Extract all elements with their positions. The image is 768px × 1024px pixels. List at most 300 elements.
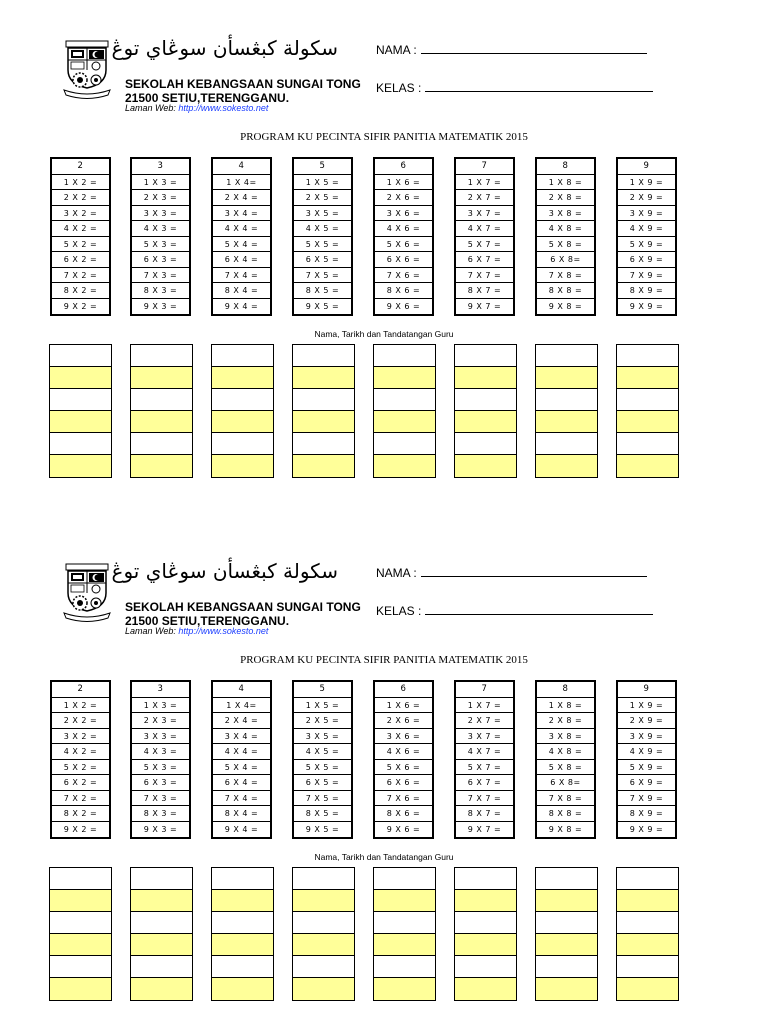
kelas-blank-line[interactable] xyxy=(425,80,653,92)
times-table-row[interactable]: 5 X 7 = xyxy=(456,237,513,253)
signature-row[interactable] xyxy=(617,433,678,455)
signature-row[interactable] xyxy=(455,345,516,367)
times-table-row[interactable]: 7 X 3 = xyxy=(132,268,189,284)
nama-field[interactable] xyxy=(376,42,647,57)
times-table-row[interactable]: 5 X 5 = xyxy=(294,760,351,776)
signature-box-9 xyxy=(616,867,679,1001)
signature-row[interactable] xyxy=(50,433,111,455)
times-table-row[interactable]: 8 X 7 = xyxy=(456,283,513,299)
times-table-row[interactable]: 1 X 8 = xyxy=(537,698,594,714)
signature-row[interactable] xyxy=(536,345,597,367)
times-table-header: 3 xyxy=(132,159,189,175)
times-table-row[interactable]: 3 X 4 = xyxy=(213,729,270,745)
signature-box-2 xyxy=(49,344,112,478)
times-table-row[interactable]: 3 X 6 = xyxy=(375,729,432,745)
signature-row[interactable] xyxy=(293,433,354,455)
signature-row[interactable] xyxy=(212,978,273,1000)
signature-row[interactable] xyxy=(293,868,354,890)
kelas-field[interactable] xyxy=(376,603,653,618)
times-table-row[interactable]: 5 X 8 = xyxy=(537,760,594,776)
signature-row[interactable] xyxy=(293,956,354,978)
times-table-row[interactable]: 3 X 6 = xyxy=(375,206,432,222)
school-name-jawi: سكولة كبڠسأن سوڠاي توڠ xyxy=(111,559,338,583)
signature-row[interactable] xyxy=(131,455,192,477)
signature-row[interactable] xyxy=(536,956,597,978)
times-table-row[interactable]: 9 X 3 = xyxy=(143,301,178,311)
website-link[interactable]: http://www.sokesto.net xyxy=(178,626,269,636)
times-table-row[interactable]: 3 X 9 = xyxy=(618,206,675,222)
signature-row[interactable] xyxy=(131,345,192,367)
times-table-row[interactable]: 9 X 5 = xyxy=(305,824,340,834)
times-table-row[interactable]: 9 X 7 = xyxy=(467,824,502,834)
times-table-row[interactable]: 3 X 2 = xyxy=(52,206,109,222)
signature-row[interactable] xyxy=(374,868,435,890)
times-table-row[interactable]: 3 X 9 = xyxy=(618,729,675,745)
signature-row[interactable] xyxy=(374,367,435,389)
times-table-row[interactable]: 5 X 6 = xyxy=(375,760,432,776)
times-table-row[interactable]: 4 X 3 = xyxy=(132,221,189,237)
times-table-row[interactable]: 2 X 9 = xyxy=(618,190,675,206)
signature-box-8 xyxy=(535,867,598,1001)
signature-row[interactable] xyxy=(455,411,516,433)
kelas-blank-line[interactable] xyxy=(425,603,653,615)
signature-box-5 xyxy=(292,344,355,478)
times-table-row[interactable]: 3 X 5 = xyxy=(294,206,351,222)
times-table-row[interactable]: 1 X 6 = xyxy=(375,175,432,191)
times-table-7 xyxy=(454,680,515,839)
times-table-row[interactable]: 3 X 4 = xyxy=(213,206,270,222)
times-table-row[interactable]: 5 X 9 = xyxy=(618,760,675,776)
times-table-row[interactable]: 7 X 4 = xyxy=(213,791,270,807)
times-table-row[interactable]: 5 X 8 = xyxy=(537,237,594,253)
signature-box-7 xyxy=(454,867,517,1001)
times-table-row[interactable]: 7 X 2 = xyxy=(52,791,109,807)
times-table-row[interactable]: 3 X 7 = xyxy=(456,206,513,222)
times-table-row[interactable]: 6 X 7 = xyxy=(456,252,513,268)
times-table-header: 4 xyxy=(213,159,270,175)
times-table-row[interactable]: 9 X 2 = xyxy=(63,824,98,834)
times-table-row[interactable]: 9 X 9 = xyxy=(629,824,664,834)
times-table-2 xyxy=(50,680,111,839)
times-table-row[interactable]: 9 X 2 = xyxy=(63,301,98,311)
times-table-row[interactable]: 5 X 6 = xyxy=(375,237,432,253)
times-table-5 xyxy=(292,680,353,839)
signature-row[interactable] xyxy=(212,389,273,411)
times-table-row[interactable]: 4 X 2 = xyxy=(52,221,109,237)
times-table-row[interactable]: 6 X 6 = xyxy=(375,775,432,791)
times-table-row[interactable]: 2 X 4 = xyxy=(213,713,270,729)
times-table-row[interactable]: 6 X 9 = xyxy=(618,775,675,791)
times-table-row[interactable]: 1 X 7 = xyxy=(456,175,513,191)
times-table-row[interactable]: 9 X 5 = xyxy=(305,301,340,311)
times-table-row[interactable]: 6 X 2 = xyxy=(52,775,109,791)
signature-row[interactable] xyxy=(374,912,435,934)
times-table-row[interactable]: 5 X 4 = xyxy=(213,237,270,253)
signature-row[interactable] xyxy=(293,455,354,477)
times-table-row[interactable]: 8 X 2 = xyxy=(52,806,109,822)
signature-row[interactable] xyxy=(50,411,111,433)
signature-box-3 xyxy=(130,867,193,1001)
times-table-header: 9 xyxy=(618,682,675,698)
signature-row[interactable] xyxy=(617,934,678,956)
signature-box-9 xyxy=(616,344,679,478)
times-table-row[interactable]: 2 X 8 = xyxy=(537,713,594,729)
times-table-row[interactable]: 6 X 2 = xyxy=(52,252,109,268)
signature-row[interactable] xyxy=(374,389,435,411)
kelas-field[interactable] xyxy=(376,80,653,95)
signature-row[interactable] xyxy=(212,956,273,978)
signature-row[interactable] xyxy=(293,890,354,912)
times-table-row[interactable]: 6 X 4 = xyxy=(213,252,270,268)
website-label: Laman Web: xyxy=(125,626,176,636)
times-table-row[interactable]: 2 X 2 = xyxy=(52,190,109,206)
times-table-row[interactable]: 9 X 6 = xyxy=(386,301,421,311)
times-table-row[interactable]: 1 X 9 = xyxy=(618,175,675,191)
times-table-row[interactable]: 6 X 5 = xyxy=(294,775,351,791)
signature-row[interactable] xyxy=(50,868,111,890)
signature-box-5 xyxy=(292,867,355,1001)
times-table-row[interactable]: 5 X 9 = xyxy=(618,237,675,253)
times-table-row[interactable]: 4 X 4 = xyxy=(213,221,270,237)
times-table-header: 4 xyxy=(213,682,270,698)
times-table-row[interactable]: 3 X 5 = xyxy=(294,729,351,745)
signature-row[interactable] xyxy=(617,956,678,978)
times-table-row[interactable]: 3 X 2 = xyxy=(52,729,109,745)
times-table-row[interactable]: 8 X 6 = xyxy=(375,283,432,299)
times-table-row[interactable]: 8 X 8 = xyxy=(537,283,594,299)
times-table-row[interactable]: 8 X 5 = xyxy=(294,806,351,822)
times-table-row[interactable]: 1 X 3 = xyxy=(132,175,189,191)
times-table-row[interactable]: 4 X 6 = xyxy=(375,744,432,760)
signature-row[interactable] xyxy=(293,978,354,1000)
times-table-row[interactable]: 1 X 8 = xyxy=(537,175,594,191)
times-table-row[interactable]: 8 X 9 = xyxy=(618,283,675,299)
nama-blank-line[interactable] xyxy=(421,42,647,54)
signature-row[interactable] xyxy=(536,890,597,912)
signature-row[interactable] xyxy=(374,455,435,477)
multiplication-tables xyxy=(0,680,768,835)
signature-row[interactable] xyxy=(455,890,516,912)
times-table-row[interactable]: 5 X 4 = xyxy=(213,760,270,776)
times-table-row[interactable]: 3 X 3 = xyxy=(132,206,189,222)
signature-label: Nama, Tarikh dan Tandatangan Guru xyxy=(314,852,454,862)
multiplication-tables xyxy=(0,157,768,312)
times-table-9 xyxy=(616,157,677,316)
signature-label: Nama, Tarikh dan Tandatangan Guru xyxy=(314,329,454,339)
times-table-row[interactable]: 4 X 7 = xyxy=(456,744,513,760)
times-table-row[interactable]: 4 X 5 = xyxy=(294,744,351,760)
times-table-row[interactable]: 8 X 8 = xyxy=(537,806,594,822)
signature-row[interactable] xyxy=(50,956,111,978)
times-table-row[interactable]: 1 X 6 = xyxy=(375,698,432,714)
signature-row[interactable] xyxy=(536,411,597,433)
times-table-row[interactable]: 9 X 8 = xyxy=(548,824,583,834)
times-table-row[interactable]: 7 X 4 = xyxy=(213,268,270,284)
times-table-row[interactable]: 3 X 7 = xyxy=(456,729,513,745)
times-table-row[interactable]: 6 X 9 = xyxy=(618,252,675,268)
times-table-row[interactable]: 9 X 9 = xyxy=(629,301,664,311)
times-table-row[interactable]: 1 X 9 = xyxy=(618,698,675,714)
nama-blank-line[interactable] xyxy=(421,565,647,577)
signature-row[interactable] xyxy=(212,934,273,956)
times-table-row[interactable]: 7 X 5 = xyxy=(294,268,351,284)
times-table-row[interactable]: 1 X 5 = xyxy=(294,175,351,191)
times-table-row[interactable]: 3 X 8 = xyxy=(537,729,594,745)
times-table-row[interactable]: 9 X 3 = xyxy=(143,824,178,834)
times-table-row[interactable]: 8 X 7 = xyxy=(456,806,513,822)
times-table-3 xyxy=(130,680,191,839)
times-table-row[interactable]: 2 X 3 = xyxy=(132,713,189,729)
times-table-row[interactable]: 7 X 6 = xyxy=(375,791,432,807)
times-table-row[interactable]: 1 X 4= xyxy=(213,175,270,191)
signature-row[interactable] xyxy=(293,345,354,367)
times-table-row[interactable]: 5 X 3 = xyxy=(132,237,189,253)
times-table-row[interactable]: 2 X 2 = xyxy=(52,713,109,729)
signature-row[interactable] xyxy=(374,934,435,956)
times-table-row[interactable]: 8 X 4 = xyxy=(213,806,270,822)
times-table-row[interactable]: 9 X 8 = xyxy=(548,301,583,311)
signature-row[interactable] xyxy=(617,978,678,1000)
signature-row[interactable] xyxy=(212,912,273,934)
times-table-4 xyxy=(211,157,272,316)
website-line xyxy=(125,626,268,636)
times-table-row[interactable]: 4 X 8 = xyxy=(537,221,594,237)
times-table-row[interactable]: 7 X 2 = xyxy=(52,268,109,284)
times-table-row[interactable]: 9 X 4 = xyxy=(224,824,259,834)
times-table-row[interactable]: 7 X 7 = xyxy=(456,791,513,807)
times-table-row[interactable]: 4 X 4 = xyxy=(213,744,270,760)
times-table-row[interactable]: 8 X 2 = xyxy=(52,283,109,299)
signature-row[interactable] xyxy=(536,455,597,477)
times-table-row[interactable]: 6 X 8= xyxy=(537,252,594,268)
times-table-5 xyxy=(292,157,353,316)
times-table-row[interactable]: 8 X 9 = xyxy=(618,806,675,822)
signature-row[interactable] xyxy=(374,433,435,455)
times-table-row[interactable]: 6 X 3 = xyxy=(132,252,189,268)
worksheet-section xyxy=(0,523,768,1023)
times-table-header: 5 xyxy=(294,159,351,175)
times-table-row[interactable]: 7 X 9 = xyxy=(618,268,675,284)
signature-box-3 xyxy=(130,344,193,478)
signature-row[interactable] xyxy=(293,912,354,934)
signature-row[interactable] xyxy=(212,345,273,367)
times-table-row[interactable]: 2 X 7 = xyxy=(456,190,513,206)
signature-row[interactable] xyxy=(131,934,192,956)
times-table-row[interactable]: 5 X 2 = xyxy=(52,237,109,253)
times-table-8 xyxy=(535,157,596,316)
signature-row[interactable] xyxy=(50,389,111,411)
times-table-row[interactable]: 3 X 8 = xyxy=(537,206,594,222)
signature-row[interactable] xyxy=(50,367,111,389)
signature-row[interactable] xyxy=(131,433,192,455)
times-table-4 xyxy=(211,680,272,839)
times-table-row[interactable]: 6 X 7 = xyxy=(456,775,513,791)
times-table-row[interactable]: 8 X 4 = xyxy=(213,283,270,299)
signature-row[interactable] xyxy=(455,433,516,455)
signature-row[interactable] xyxy=(212,433,273,455)
signature-row[interactable] xyxy=(374,956,435,978)
signature-row[interactable] xyxy=(617,389,678,411)
signature-row[interactable] xyxy=(131,890,192,912)
signature-row[interactable] xyxy=(536,978,597,1000)
times-table-row[interactable]: 4 X 2 = xyxy=(52,744,109,760)
times-table-row[interactable]: 7 X 5 = xyxy=(294,791,351,807)
signature-row[interactable] xyxy=(617,345,678,367)
times-table-header: 8 xyxy=(537,682,594,698)
signature-row[interactable] xyxy=(536,367,597,389)
signature-row[interactable] xyxy=(374,978,435,1000)
website-link[interactable]: http://www.sokesto.net xyxy=(178,103,269,113)
signature-row[interactable] xyxy=(131,912,192,934)
signature-row[interactable] xyxy=(50,345,111,367)
signature-row[interactable] xyxy=(455,389,516,411)
signature-row[interactable] xyxy=(536,912,597,934)
times-table-row[interactable]: 2 X 6 = xyxy=(375,190,432,206)
times-table-row[interactable]: 6 X 8= xyxy=(537,775,594,791)
signature-row[interactable] xyxy=(536,934,597,956)
school-name: SEKOLAH KEBANGSAAN SUNGAI TONG xyxy=(125,77,361,91)
times-table-row[interactable]: 9 X 6 = xyxy=(386,824,421,834)
nama-field[interactable] xyxy=(376,565,647,580)
signature-row[interactable] xyxy=(293,389,354,411)
worksheet-section xyxy=(0,0,768,500)
signature-row[interactable] xyxy=(212,411,273,433)
times-table-row[interactable]: 1 X 5 = xyxy=(294,698,351,714)
signature-row[interactable] xyxy=(536,868,597,890)
times-table-3 xyxy=(130,157,191,316)
signature-row[interactable] xyxy=(617,367,678,389)
times-table-row[interactable]: 4 X 9 = xyxy=(618,744,675,760)
times-table-row[interactable]: 7 X 8 = xyxy=(537,268,594,284)
times-table-row[interactable]: 2 X 6 = xyxy=(375,713,432,729)
signature-row[interactable] xyxy=(131,956,192,978)
times-table-row[interactable]: 7 X 3 = xyxy=(132,791,189,807)
times-table-row[interactable]: 2 X 5 = xyxy=(294,190,351,206)
times-table-row[interactable]: 7 X 8 = xyxy=(537,791,594,807)
times-table-row[interactable]: 7 X 6 = xyxy=(375,268,432,284)
signature-row[interactable] xyxy=(536,389,597,411)
signature-row[interactable] xyxy=(455,934,516,956)
signature-row[interactable] xyxy=(374,411,435,433)
times-table-row[interactable]: 5 X 5 = xyxy=(294,237,351,253)
signature-row[interactable] xyxy=(617,411,678,433)
signature-row[interactable] xyxy=(617,912,678,934)
times-table-row[interactable]: 6 X 5 = xyxy=(294,252,351,268)
signature-row[interactable] xyxy=(50,912,111,934)
website-label: Laman Web: xyxy=(125,103,176,113)
times-table-row[interactable]: 5 X 3 = xyxy=(132,760,189,776)
signature-row[interactable] xyxy=(131,868,192,890)
times-table-header: 3 xyxy=(132,682,189,698)
signature-row[interactable] xyxy=(455,367,516,389)
times-table-row[interactable]: 2 X 9 = xyxy=(618,713,675,729)
times-table-row[interactable]: 4 X 8 = xyxy=(537,744,594,760)
signature-row[interactable] xyxy=(131,411,192,433)
signature-row[interactable] xyxy=(50,978,111,1000)
signature-row[interactable] xyxy=(455,978,516,1000)
signature-row[interactable] xyxy=(293,411,354,433)
signature-row[interactable] xyxy=(536,433,597,455)
times-table-row[interactable]: 1 X 7 = xyxy=(456,698,513,714)
signature-row[interactable] xyxy=(374,890,435,912)
signature-row[interactable] xyxy=(374,345,435,367)
signature-row[interactable] xyxy=(293,367,354,389)
signature-box-8 xyxy=(535,344,598,478)
times-table-row[interactable]: 5 X 2 = xyxy=(52,760,109,776)
signature-box-6 xyxy=(373,867,436,1001)
signature-row[interactable] xyxy=(131,389,192,411)
times-table-row[interactable]: 2 X 7 = xyxy=(456,713,513,729)
times-table-row[interactable]: 8 X 3 = xyxy=(132,806,189,822)
times-table-row[interactable]: 8 X 6 = xyxy=(375,806,432,822)
times-table-row[interactable]: 5 X 7 = xyxy=(456,760,513,776)
kelas-label: KELAS : xyxy=(376,604,422,618)
signature-row[interactable] xyxy=(212,367,273,389)
times-table-row[interactable]: 4 X 5 = xyxy=(294,221,351,237)
times-table-row[interactable]: 4 X 6 = xyxy=(375,221,432,237)
times-table-row[interactable]: 7 X 7 = xyxy=(456,268,513,284)
signature-row[interactable] xyxy=(455,956,516,978)
times-table-row[interactable]: 1 X 2 = xyxy=(52,698,109,714)
times-table-row[interactable]: 6 X 3 = xyxy=(132,775,189,791)
times-table-row[interactable]: 2 X 3 = xyxy=(132,190,189,206)
times-table-row[interactable]: 1 X 2 = xyxy=(52,175,109,191)
signature-row[interactable] xyxy=(50,890,111,912)
times-table-row[interactable]: 1 X 4= xyxy=(213,698,270,714)
times-table-row[interactable]: 6 X 6 = xyxy=(375,252,432,268)
times-table-row[interactable]: 7 X 9 = xyxy=(618,791,675,807)
school-crest-icon xyxy=(60,563,114,623)
times-table-header: 2 xyxy=(52,682,109,698)
times-table-row[interactable]: 4 X 7 = xyxy=(456,221,513,237)
times-table-row[interactable]: 9 X 7 = xyxy=(467,301,502,311)
signature-row[interactable] xyxy=(617,455,678,477)
times-table-header: 8 xyxy=(537,159,594,175)
signature-row[interactable] xyxy=(617,868,678,890)
times-table-row[interactable]: 4 X 9 = xyxy=(618,221,675,237)
signature-box-7 xyxy=(454,344,517,478)
times-table-header: 9 xyxy=(618,159,675,175)
times-table-row[interactable]: 2 X 4 = xyxy=(213,190,270,206)
school-name: SEKOLAH KEBANGSAAN SUNGAI TONG xyxy=(125,600,361,614)
times-table-row[interactable]: 2 X 5 = xyxy=(294,713,351,729)
signature-row[interactable] xyxy=(131,367,192,389)
times-table-row[interactable]: 1 X 3 = xyxy=(132,698,189,714)
times-table-row[interactable]: 6 X 4 = xyxy=(213,775,270,791)
times-table-row[interactable]: 2 X 8 = xyxy=(537,190,594,206)
times-table-row[interactable]: 8 X 3 = xyxy=(132,283,189,299)
signature-row[interactable] xyxy=(50,934,111,956)
signature-row[interactable] xyxy=(50,455,111,477)
signature-row[interactable] xyxy=(617,890,678,912)
times-table-header: 2 xyxy=(52,159,109,175)
signature-row[interactable] xyxy=(293,934,354,956)
signature-row[interactable] xyxy=(212,890,273,912)
signature-row[interactable] xyxy=(455,912,516,934)
signature-row[interactable] xyxy=(212,455,273,477)
signature-row[interactable] xyxy=(455,868,516,890)
website-line xyxy=(125,103,268,113)
times-table-row[interactable]: 9 X 4 = xyxy=(224,301,259,311)
signature-row[interactable] xyxy=(131,978,192,1000)
signature-row[interactable] xyxy=(455,455,516,477)
signature-box-4 xyxy=(211,344,274,478)
times-table-row[interactable]: 8 X 5 = xyxy=(294,283,351,299)
times-table-row[interactable]: 4 X 3 = xyxy=(132,744,189,760)
signature-box-4 xyxy=(211,867,274,1001)
times-table-row[interactable]: 3 X 3 = xyxy=(132,729,189,745)
signature-row[interactable] xyxy=(212,868,273,890)
